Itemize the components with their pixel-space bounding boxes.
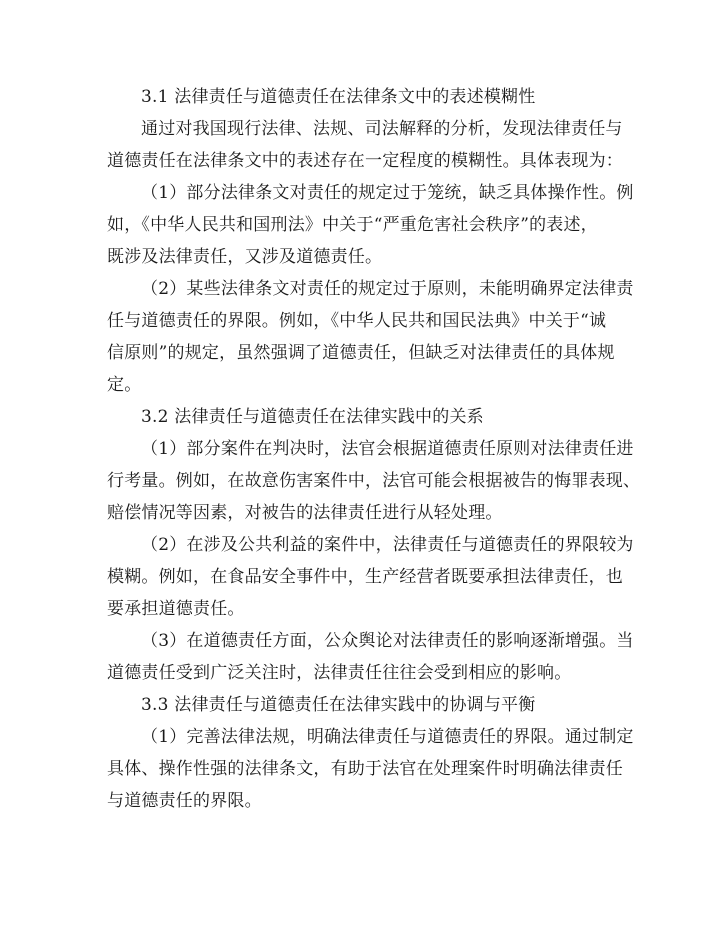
paragraph-line: 模糊。例如，在食品安全事件中，生产经营者既要承担法律责任，也	[107, 567, 623, 587]
paragraph-line: （2）在涉及公共利益的案件中，法律责任与道德责任的界限较为	[141, 535, 634, 555]
paragraph-line: （3）在道德责任方面，公众舆论对法律责任的影响逐渐增强。当	[141, 631, 634, 651]
paragraph-line: （2）某些法律条文对责任的规定过于原则，未能明确界定法律责	[141, 279, 634, 299]
section-heading-3-3: 3.3 法律责任与道德责任在法律实践中的协调与平衡	[141, 695, 536, 715]
paragraph-line: 定。	[107, 375, 142, 395]
section-heading-3-2: 3.2 法律责任与道德责任在法律实践中的关系	[141, 407, 484, 427]
paragraph-line: 信原则”的规定，虽然强调了道德责任，但缺乏对法律责任的具体规	[107, 343, 615, 363]
document-page	[107, 81, 641, 817]
paragraph-line: （1）部分法律条文对责任的规定过于笼统，缺乏具体操作性。例	[141, 183, 634, 203]
paragraph-line: （1）完善法律法规，明确法律责任与道德责任的界限。通过制定	[141, 727, 634, 747]
paragraph-line: 道德责任受到广泛关注时，法律责任往往会受到相应的影响。	[107, 663, 572, 683]
paragraph-line: 任与道德责任的界限。例如，《中华人民共和国民法典》中关于“诚	[107, 311, 607, 331]
paragraph-line: 要承担道德责任。	[107, 599, 245, 619]
paragraph-line: 道德责任在法律条文中的表述存在一定程度的模糊性。具体表现为：	[107, 151, 623, 171]
paragraph-line: （1）部分案件在判决时，法官会根据道德责任原则对法律责任进	[141, 439, 634, 459]
section-heading-3-1: 3.1 法律责任与道德责任在法律条文中的表述模糊性	[141, 87, 536, 107]
paragraph-line: 通过对我国现行法律、法规、司法解释的分析，发现法律责任与	[141, 119, 623, 139]
paragraph-line: 行考量。例如，在故意伤害案件中，法官可能会根据被告的悔罪表现、	[107, 471, 641, 491]
paragraph-line: 如，《中华人民共和国刑法》中关于“严重危害社会秩序”的表述，	[107, 215, 598, 235]
paragraph-line: 具体、操作性强的法律条文，有助于法官在处理案件时明确法律责任	[107, 759, 623, 779]
paragraph-line: 赔偿情况等因素，对被告的法律责任进行从轻处理。	[107, 503, 503, 523]
paragraph-line: 与道德责任的界限。	[107, 791, 262, 811]
paragraph-line: 既涉及法律责任，又涉及道德责任。	[107, 247, 383, 267]
